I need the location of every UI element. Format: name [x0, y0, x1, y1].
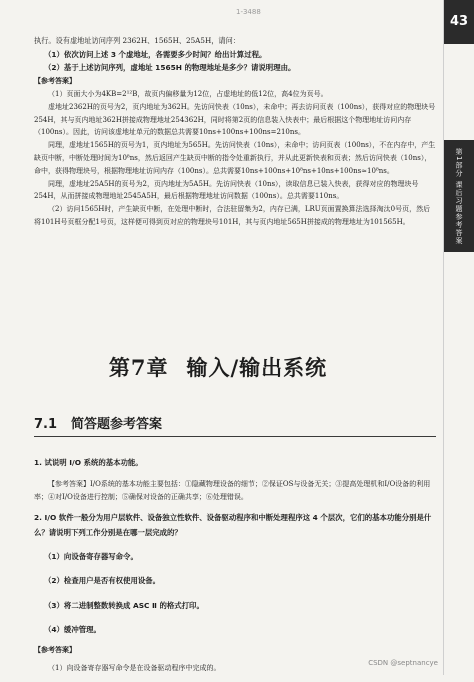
footer-credit: CSDN @septnancye: [368, 659, 438, 667]
chapter-number: 第7章: [108, 355, 169, 380]
side-rule: [443, 0, 444, 675]
section-title: 简答题参考答案: [71, 417, 163, 432]
section-heading: [34, 413, 162, 432]
upper-content: [34, 34, 436, 229]
question-1-answer: 【参考答案】I/O系统的基本功能主要包括：①隐藏物理设备的细节；②保证OS与设备无关；③提高处理机和I/O设备的利用率；④对I/O设备进行控制；⑤确保对设备的正确共享；⑥处理错误。: [34, 479, 431, 501]
question-2-option: （2）检查用户是否有权使用设备。: [44, 576, 161, 586]
side-thumb-tab: [444, 0, 474, 675]
running-header: 1-3488: [236, 8, 261, 16]
answer-paragraph-3: 同理，虚地址1565H的页号为1，页内地址为565H。先访问快表（10ns），未命中；访问页表（100ns），不在内存中，产生缺页中断，中断处理时间为10⁸ns，然后返回产生缺页中断的指令处重新执行，并从此更新快表和页表；然后访问快表（10ns），命中，获得物理块号，根据物理地址访问内存（100ns）。总共需要10ns+100ns+10⁸ns+10ns+100ns≈10⁸ns。: [34, 141, 436, 175]
question-part-1: （1）依次访问上述 3 个虚地址，各需要多少时间？给出计算过程。: [44, 49, 267, 59]
lower-content: [34, 448, 436, 682]
answer-paragraph-1: （1）页面大小为4KB=2¹²B，故页内偏移量为12位，占虚地址的低12位，高4位为页号。: [48, 90, 328, 98]
section-divider: [34, 436, 436, 437]
question-2-answer: （1）向设备寄存器写命令是在设备驱动程序中完成的。: [48, 664, 221, 673]
question-2: 2. I/O 软件一般分为用户层软件、设备独立性软件、设备驱动程序和中断处理程序这 4 个层次，它们的基本功能分别是什么？请说明下列工作分别是在哪一层完成的？: [34, 513, 432, 538]
question-intro: 执行。设有虚地址访问序列 2362H、1565H、25A5H，请问：: [34, 36, 240, 45]
chapter-heading: [0, 352, 436, 382]
answer-paragraph-4: 同理，虚地址25A5H的页号为2，页内地址为5A5H。先访问快表（10ns），读取信息已装入快表，获得对应的物理块号254H，从而拼接成物理地址2545A5H，最后根据物理地址访问数据（100ns）。总共需要110ns。: [34, 179, 419, 201]
answer-paragraph-2: 虚地址2362H的页号为2，页内地址为362H。先访问快表（10ns），未命中；再去访问页表（100ns），获得对应的物理块号254H，其与页内地址362H拼接成物理地址254362H，同时将第2页的信息装入快表中；最后根据这个物理地址访问内存（100ns）。因此，访问该虚地址单元的数据总共需要10ns+100ns+100ns=210ns。: [34, 102, 436, 137]
answer-tag: 【参考答案】: [34, 76, 76, 85]
question-part-2: （2）基于上述访问序列，虚地址 1565H 的物理地址是多少？请说明理由。: [44, 63, 296, 72]
chapter-title: 输入/输出系统: [186, 355, 328, 380]
part-section-label: 第1部分 课后习题参考答案: [444, 140, 474, 252]
answer-tag: 【参考答案】: [34, 646, 76, 655]
page-number: 43: [444, 0, 474, 44]
question-2-option: （1）向设备寄存器写命令。: [44, 551, 138, 561]
section-number: 7.1: [34, 417, 58, 432]
question-2-option: （4）缓冲管理。: [44, 624, 101, 634]
question-1: 1. 试说明 I/O 系统的基本功能。: [34, 458, 143, 468]
answer-paragraph-5: （2）访问1565H时，产生缺页中断，在处理中断时，合法驻留集为2，内存已满，LRU页面置换算法选择淘汰0号页，然后将101H号页框分配1号页，这样便可得到页对应的物理块号101H，其与页内地址565H拼接成的物理地址为101565H。: [34, 205, 431, 226]
question-2-option: （3）将二进制整数转换成 ASC Ⅱ 的格式打印。: [44, 600, 204, 610]
